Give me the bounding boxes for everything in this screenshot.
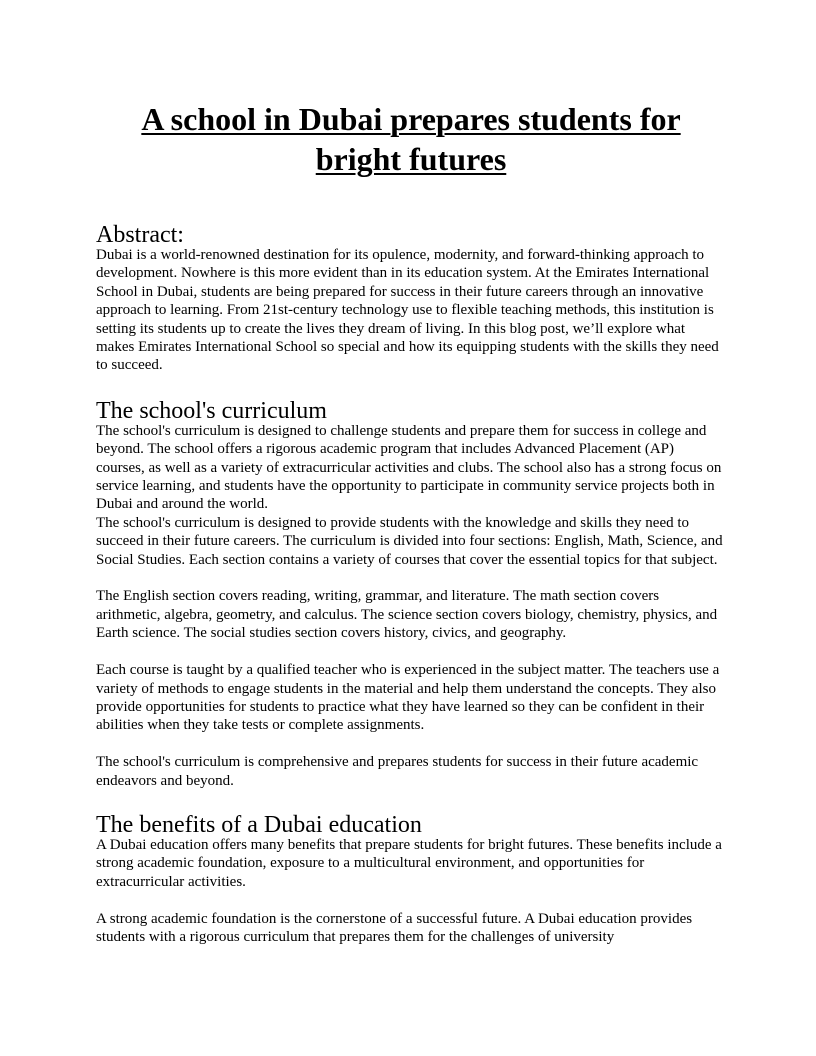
curriculum-paragraph-1: The school's curriculum is designed to challenge students and prepare them for success in college and beyond. The school offers a rigorous academic program that includes Advanced Placement (AP) courses, as well as a variety of extracurricular activities and clubs. The school also has a strong focus on service learning, and students have the opportunity to participate in community service projects both in Dubai and around the world. (96, 422, 722, 513)
title-line-1: A school in Dubai prepares students for (141, 101, 681, 137)
benefits-heading: The benefits of a Dubai education (96, 811, 422, 838)
curriculum-heading: The school's curriculum (96, 397, 327, 424)
benefits-paragraph-1: A Dubai education offers many benefits that prepare students for bright futures. These benefits include a strong academic foundation, exposure to a multicultural environment, and opportunities for extracurricular activities. (96, 836, 722, 890)
abstract-paragraph: Dubai is a world-renowned destination for its opulence, modernity, and forward-thinking approach to development. Nowhere is this more evident than in its education system. At the Emirates International School in Dubai, students are being prepared for success in their future careers through an innovative approach to learning. From 21st-century technology use to flexible teaching methods, this institution is setting its students up to create the lives they dream of living. In this blog post, we’ll explore what makes Emirates International School so special and how its equipping students with the skills they need to succeed. (96, 247, 719, 374)
curriculum-paragraph-4: Each course is taught by a qualified teacher who is experienced in the subject matter. The teachers use a variety of methods to engage students in the material and help them understand the concepts. They also provide opportunities for students to practice what they have learned so they can be confident in their abilities when they take tests or complete assignments. (96, 662, 720, 734)
document-page (96, 96, 726, 946)
benefits-paragraph-2: A strong academic foundation is the cornerstone of a successful future. A Dubai education provides students with a rigorous curriculum that prepares them for the challenges of university (96, 910, 693, 945)
document-title (96, 96, 726, 179)
title-line-2: bright futures (315, 141, 507, 177)
curriculum-paragraph-5: The school's curriculum is comprehensive and prepares students for success in their future academic endeavors and beyond. (96, 754, 699, 789)
curriculum-paragraph-3: The English section covers reading, writing, grammar, and literature. The math section covers arithmetic, algebra, geometry, and calculus. The science section covers biology, chemistry, physics, and Earth science. The social studies section covers history, civics, and geography. (96, 588, 718, 642)
abstract-heading: Abstract: (96, 222, 184, 248)
curriculum-paragraph-2: The school's curriculum is designed to provide students with the knowledge and skills they need to succeed in their future careers. The curriculum is divided into four sections: English, Math, Science, and Social Studies. Each section contains a variety of courses that cover the essential topics for that subject. (96, 514, 723, 568)
